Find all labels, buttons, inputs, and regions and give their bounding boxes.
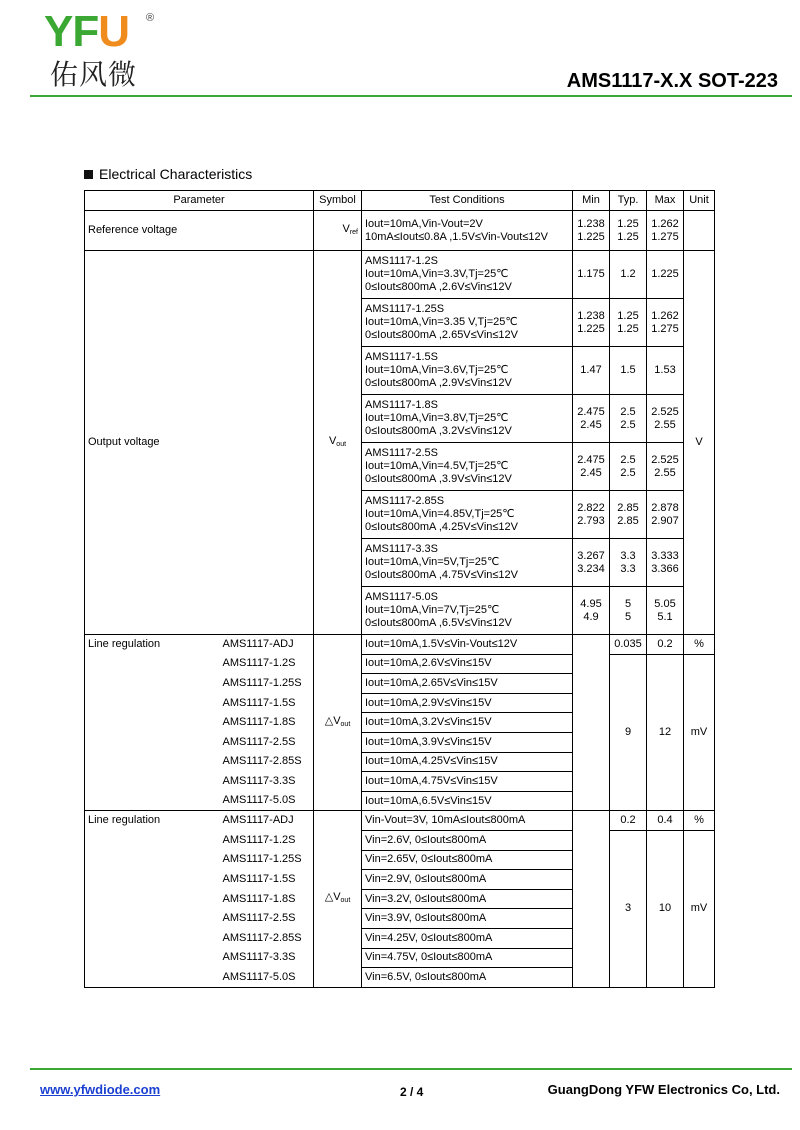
condition-cell: Iout=10mA,1.5V≤Vin-Vout≤12V [362, 635, 573, 655]
condition-cell: AMS1117-2.85S Iout=10mA,Vin=4.85V,Tj=25℃ 0≤Iout≤800mA ,4.25V≤Vin≤12V [362, 491, 573, 539]
part-title: AMS1117-X.X SOT-223 [566, 70, 778, 92]
condition-cell: Iout=10mA,2.65V≤Vin≤15V [362, 674, 573, 694]
part-cell: AMS1117-1.5S [220, 693, 314, 713]
part-cell: AMS1117-2.85S [220, 928, 314, 948]
header-cell: Unit [684, 191, 715, 211]
part-cell: AMS1117-2.5S [220, 732, 314, 752]
typ-cell: 2.5 2.5 [610, 395, 647, 443]
min-cell: 2.475 2.45 [573, 395, 610, 443]
max-cell: 5.05 5.1 [647, 587, 684, 635]
condition-cell: Iout=10mA,4.25V≤Vin≤15V [362, 752, 573, 772]
header-cell: Parameter [85, 191, 314, 211]
param-cell [85, 693, 220, 713]
param-cell [85, 732, 220, 752]
condition-cell: Vin=6.5V, 0≤Iout≤800mA [362, 968, 573, 988]
param-cell [85, 889, 220, 909]
header-cell: Min [573, 191, 610, 211]
typ-cell: 1.2 [610, 251, 647, 299]
condition-cell [362, 211, 573, 251]
max-cell: 1.53 [647, 347, 684, 395]
unit-cell: % [684, 811, 715, 831]
condition-cell: Iout=10mA,6.5V≤Vin≤15V [362, 791, 573, 811]
param-cell [85, 674, 220, 694]
min-cell: 1.238 1.225 [573, 211, 610, 251]
table-row [85, 811, 715, 831]
part-cell: AMS1117-5.0S [220, 791, 314, 811]
part-cell: AMS1117-5.0S [220, 968, 314, 988]
param-cell: Reference voltage [85, 211, 314, 251]
part-cell: AMS1117-1.2S [220, 830, 314, 850]
max-cell: 1.262 1.275 [647, 299, 684, 347]
page-number: 2 / 4 [400, 1085, 424, 1099]
min-cell: 1.175 [573, 251, 610, 299]
condition-cell: Vin=2.6V, 0≤Iout≤800mA [362, 830, 573, 850]
param-cell [85, 791, 220, 811]
header-cell: Test Conditions [362, 191, 573, 211]
typ-cell: 3 [610, 830, 647, 987]
param-cell [85, 968, 220, 988]
company-logo [44, 7, 164, 96]
param-cell [85, 713, 220, 733]
param-cell [85, 909, 220, 929]
square-bullet-icon [84, 170, 93, 179]
symbol-cell [314, 635, 362, 811]
part-cell: AMS1117-1.5S [220, 870, 314, 890]
param-cell [85, 752, 220, 772]
max-cell: 3.333 3.366 [647, 539, 684, 587]
logo-wordmark-accent: U [98, 7, 130, 56]
condition-cell: Iout=10mA,3.9V≤Vin≤15V [362, 732, 573, 752]
min-cell: 2.822 2.793 [573, 491, 610, 539]
logo-wordmark-main: YF [44, 7, 99, 56]
condition-cell: AMS1117-1.8S Iout=10mA,Vin=3.8V,Tj=25℃ 0≤Iout≤800mA ,3.2V≤Vin≤12V [362, 395, 573, 443]
symbol-cell [314, 251, 362, 635]
table-row [85, 830, 715, 850]
param-cell: Line regulation [85, 811, 220, 831]
condition-line: Iout=10mA,Vin-Vout=2V [365, 217, 483, 230]
table-row [85, 654, 715, 674]
min-cell: 4.95 4.9 [573, 587, 610, 635]
part-cell: AMS1117-ADJ [220, 811, 314, 831]
footer-divider [30, 1068, 792, 1070]
typ-cell: 5 5 [610, 587, 647, 635]
unit-cell: mV [684, 654, 715, 811]
max-cell: 1.225 [647, 251, 684, 299]
part-cell: AMS1117-1.25S [220, 674, 314, 694]
param-cell: Line regulation [85, 635, 220, 655]
condition-cell: Iout=10mA,3.2V≤Vin≤15V [362, 713, 573, 733]
symbol-text: V [342, 222, 350, 235]
unit-cell: % [684, 635, 715, 655]
param-cell [85, 830, 220, 850]
max-cell: 0.2 [647, 635, 684, 655]
condition-cell: Iout=10mA,4.75V≤Vin≤15V [362, 772, 573, 792]
min-cell [573, 635, 610, 811]
part-cell: AMS1117-ADJ [220, 635, 314, 655]
condition-cell: Iout=10mA,2.6V≤Vin≤15V [362, 654, 573, 674]
header-cell: Symbol [314, 191, 362, 211]
typ-cell: 1.25 1.25 [610, 211, 647, 251]
param-cell: Output voltage [85, 251, 314, 635]
condition-cell: AMS1117-3.3S Iout=10mA,Vin=5V,Tj=25℃ 0≤Iout≤800mA ,4.75V≤Vin≤12V [362, 539, 573, 587]
part-cell: AMS1117-2.85S [220, 752, 314, 772]
part-cell: AMS1117-3.3S [220, 948, 314, 968]
param-cell [85, 870, 220, 890]
header-divider [30, 95, 792, 97]
condition-cell: AMS1117-1.2S Iout=10mA,Vin=3.3V,Tj=25℃ 0≤Iout≤800mA ,2.6V≤Vin≤12V [362, 251, 573, 299]
registered-mark: ® [146, 12, 155, 24]
part-cell: AMS1117-1.2S [220, 654, 314, 674]
symbol-subscript: ref [349, 228, 358, 236]
max-cell: 0.4 [647, 811, 684, 831]
param-cell [85, 850, 220, 870]
part-cell: AMS1117-1.8S [220, 713, 314, 733]
min-cell: 3.267 3.234 [573, 539, 610, 587]
typ-cell: 0.2 [610, 811, 647, 831]
condition-cell: Vin=2.65V, 0≤Iout≤800mA [362, 850, 573, 870]
part-cell: AMS1117-1.25S [220, 850, 314, 870]
typ-cell: 3.3 3.3 [610, 539, 647, 587]
symbol-subscript: out [336, 440, 347, 448]
min-cell: 1.47 [573, 347, 610, 395]
condition-cell: Vin=3.9V, 0≤Iout≤800mA [362, 909, 573, 929]
max-cell: 2.525 2.55 [647, 395, 684, 443]
company-name: GuangDong YFW Electronics Co, Ltd. [547, 1082, 780, 1097]
min-cell [573, 811, 610, 987]
table-row [85, 635, 715, 655]
symbol-cell [314, 211, 362, 251]
min-cell: 1.238 1.225 [573, 299, 610, 347]
unit-cell: mV [684, 830, 715, 987]
header-cell: Typ. [610, 191, 647, 211]
condition-cell: Vin=4.25V, 0≤Iout≤800mA [362, 928, 573, 948]
symbol-text: △V [324, 891, 341, 904]
logo-chinese-name: 佑风微 [50, 58, 138, 91]
condition-cell: AMS1117-1.5S Iout=10mA,Vin=3.6V,Tj=25℃ 0≤Iout≤800mA ,2.9V≤Vin≤12V [362, 347, 573, 395]
param-cell [85, 772, 220, 792]
section-title: Electrical Characteristics [99, 166, 253, 182]
header-cell: Max [647, 191, 684, 211]
condition-cell: Vin=3.2V, 0≤Iout≤800mA [362, 889, 573, 909]
param-cell [85, 948, 220, 968]
max-cell: 2.525 2.55 [647, 443, 684, 491]
max-cell: 12 [647, 654, 684, 811]
part-cell: AMS1117-1.8S [220, 889, 314, 909]
symbol-text: △V [324, 714, 341, 727]
electrical-characteristics-table [84, 190, 715, 988]
unit-cell [684, 211, 715, 251]
symbol-text: V [328, 434, 337, 447]
condition-cell: AMS1117-5.0S Iout=10mA,Vin=7V,Tj=25℃ 0≤Iout≤800mA ,6.5V≤Vin≤12V [362, 587, 573, 635]
min-cell: 2.475 2.45 [573, 443, 610, 491]
condition-cell: Vin-Vout=3V, 10mA≤Iout≤800mA [362, 811, 573, 831]
typ-cell: 0.035 [610, 635, 647, 655]
part-cell: AMS1117-2.5S [220, 909, 314, 929]
condition-cell: Iout=10mA,2.9V≤Vin≤15V [362, 693, 573, 713]
param-cell [85, 928, 220, 948]
max-cell: 10 [647, 830, 684, 987]
condition-cell: AMS1117-2.5S Iout=10mA,Vin=4.5V,Tj=25℃ 0≤Iout≤800mA ,3.9V≤Vin≤12V [362, 443, 573, 491]
param-cell [85, 654, 220, 674]
condition-line: 10mA≤Iout≤0.8A ,1.5V≤Vin-Vout≤12V [365, 230, 548, 243]
table-row [85, 251, 715, 299]
symbol-cell [314, 811, 362, 987]
typ-cell: 1.5 [610, 347, 647, 395]
logo-wordmark [44, 7, 130, 56]
table-row [85, 211, 715, 251]
typ-cell: 2.85 2.85 [610, 491, 647, 539]
part-cell: AMS1117-3.3S [220, 772, 314, 792]
typ-cell: 9 [610, 654, 647, 811]
symbol-subscript: out [340, 720, 351, 728]
condition-cell: Vin=2.9V, 0≤Iout≤800mA [362, 870, 573, 890]
max-cell: 2.878 2.907 [647, 491, 684, 539]
section-heading [84, 166, 252, 182]
typ-cell: 1.25 1.25 [610, 299, 647, 347]
condition-cell: Vin=4.75V, 0≤Iout≤800mA [362, 948, 573, 968]
website-link[interactable]: www.yfwdiode.com [40, 1082, 161, 1097]
unit-cell: V [684, 251, 715, 635]
max-cell: 1.262 1.275 [647, 211, 684, 251]
symbol-subscript: out [340, 897, 351, 905]
table-header-row [85, 191, 715, 211]
typ-cell: 2.5 2.5 [610, 443, 647, 491]
condition-cell: AMS1117-1.25S Iout=10mA,Vin=3.35 V,Tj=25℃ 0≤Iout≤800mA ,2.65V≤Vin≤12V [362, 299, 573, 347]
